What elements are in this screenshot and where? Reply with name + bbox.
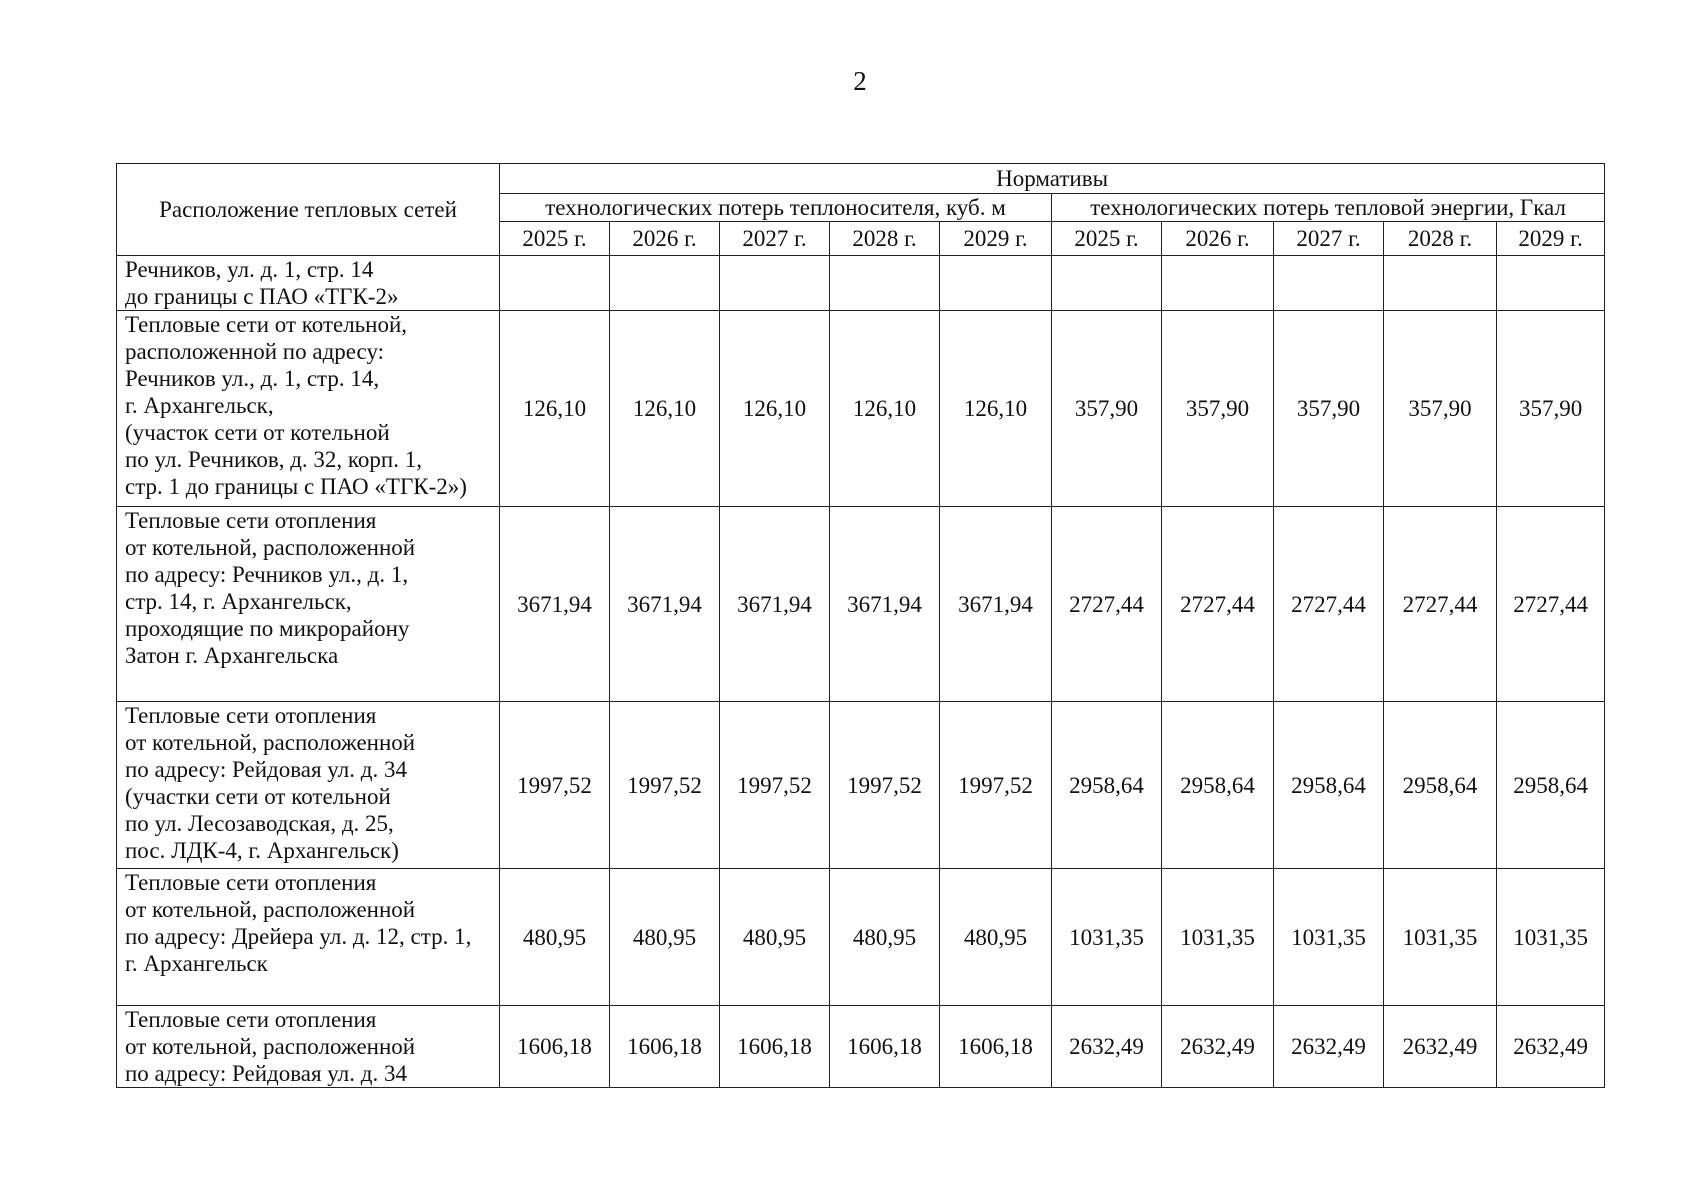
energy-value-cell bbox=[1384, 256, 1497, 311]
coolant-value-cell: 1997,52 bbox=[500, 702, 610, 869]
location-cell: Речников, ул. д. 1, стр. 14 до границы с ПАО «ТГК-2» bbox=[117, 256, 500, 311]
energy-value-cell bbox=[1497, 256, 1605, 311]
energy-value-cell: 2958,64 bbox=[1497, 702, 1605, 869]
year-header: 2029 г. bbox=[1497, 222, 1605, 256]
coolant-value-cell: 1606,18 bbox=[610, 1006, 720, 1088]
coolant-value-cell: 126,10 bbox=[720, 311, 830, 507]
energy-value-cell: 2727,44 bbox=[1497, 507, 1605, 702]
energy-value-cell: 1031,35 bbox=[1274, 869, 1384, 1006]
year-header: 2027 г. bbox=[720, 222, 830, 256]
coolant-value-cell: 126,10 bbox=[610, 311, 720, 507]
energy-value-cell: 357,90 bbox=[1274, 311, 1384, 507]
energy-value-cell: 357,90 bbox=[1384, 311, 1497, 507]
coolant-value-cell: 480,95 bbox=[830, 869, 940, 1006]
header-location: Расположение тепловых сетей bbox=[117, 164, 500, 256]
energy-value-cell: 2958,64 bbox=[1162, 702, 1274, 869]
coolant-value-cell: 1997,52 bbox=[720, 702, 830, 869]
energy-value-cell: 357,90 bbox=[1052, 311, 1162, 507]
coolant-value-cell: 3671,94 bbox=[940, 507, 1052, 702]
coolant-value-cell: 3671,94 bbox=[500, 507, 610, 702]
energy-value-cell: 1031,35 bbox=[1384, 869, 1497, 1006]
year-header: 2026 г. bbox=[1162, 222, 1274, 256]
energy-value-cell: 2958,64 bbox=[1274, 702, 1384, 869]
page-number: 2 bbox=[853, 66, 867, 96]
year-header: 2025 г. bbox=[1052, 222, 1162, 256]
table-row bbox=[117, 869, 1605, 1006]
location-cell: Тепловые сети отопления от котельной, расположенной по адресу: Речников ул., д. 1, стр. 14, г. Архангельск, проходящие по микрорайону Затон г. Архангельска bbox=[117, 507, 500, 702]
year-header: 2026 г. bbox=[610, 222, 720, 256]
coolant-value-cell: 3671,94 bbox=[830, 507, 940, 702]
coolant-value-cell bbox=[940, 256, 1052, 311]
energy-value-cell: 2727,44 bbox=[1384, 507, 1497, 702]
year-header: 2025 г. bbox=[500, 222, 610, 256]
coolant-value-cell bbox=[830, 256, 940, 311]
energy-value-cell: 2727,44 bbox=[1274, 507, 1384, 702]
coolant-value-cell: 1606,18 bbox=[940, 1006, 1052, 1088]
energy-value-cell: 1031,35 bbox=[1052, 869, 1162, 1006]
energy-value-cell: 2727,44 bbox=[1052, 507, 1162, 702]
header-coolant-losses: технологических потерь теплоносителя, куб. м bbox=[500, 194, 1052, 222]
coolant-value-cell: 3671,94 bbox=[720, 507, 830, 702]
coolant-value-cell: 1606,18 bbox=[500, 1006, 610, 1088]
year-header: 2027 г. bbox=[1274, 222, 1384, 256]
table-row bbox=[117, 1006, 1605, 1088]
coolant-value-cell: 1997,52 bbox=[610, 702, 720, 869]
coolant-value-cell bbox=[720, 256, 830, 311]
location-cell: Тепловые сети отопления от котельной, расположенной по адресу: Рейдовая ул. д. 34 (участки сети от котельной по ул. Лесозаводская, д. 25, пос. ЛДК-4, г. Архангельск) bbox=[117, 702, 500, 869]
coolant-value-cell: 126,10 bbox=[940, 311, 1052, 507]
energy-value-cell bbox=[1052, 256, 1162, 311]
energy-value-cell: 2632,49 bbox=[1052, 1006, 1162, 1088]
energy-value-cell: 2632,49 bbox=[1162, 1006, 1274, 1088]
energy-value-cell: 2632,49 bbox=[1497, 1006, 1605, 1088]
energy-value-cell: 357,90 bbox=[1162, 311, 1274, 507]
coolant-value-cell: 480,95 bbox=[500, 869, 610, 1006]
coolant-value-cell: 126,10 bbox=[830, 311, 940, 507]
energy-value-cell: 1031,35 bbox=[1162, 869, 1274, 1006]
header-energy-losses: технологических потерь тепловой энергии, Гкал bbox=[1052, 194, 1605, 222]
coolant-value-cell: 480,95 bbox=[720, 869, 830, 1006]
year-header: 2028 г. bbox=[830, 222, 940, 256]
energy-value-cell: 357,90 bbox=[1497, 311, 1605, 507]
coolant-value-cell: 126,10 bbox=[500, 311, 610, 507]
coolant-value-cell: 3671,94 bbox=[610, 507, 720, 702]
year-header: 2029 г. bbox=[940, 222, 1052, 256]
coolant-value-cell: 1606,18 bbox=[830, 1006, 940, 1088]
energy-value-cell bbox=[1162, 256, 1274, 311]
energy-value-cell: 1031,35 bbox=[1497, 869, 1605, 1006]
year-header: 2028 г. bbox=[1384, 222, 1497, 256]
coolant-value-cell: 1997,52 bbox=[830, 702, 940, 869]
energy-value-cell: 2632,49 bbox=[1384, 1006, 1497, 1088]
table-row bbox=[117, 256, 1605, 311]
energy-value-cell: 2958,64 bbox=[1052, 702, 1162, 869]
energy-value-cell: 2958,64 bbox=[1384, 702, 1497, 869]
header-norms: Нормативы bbox=[500, 164, 1605, 194]
coolant-value-cell: 1997,52 bbox=[940, 702, 1052, 869]
table-row bbox=[117, 702, 1605, 869]
location-cell: Тепловые сети от котельной, расположенной по адресу: Речников ул., д. 1, стр. 14, г. Архангельск, (участок сети от котельной по ул. Речников, д. 32, корп. 1, стр. 1 до границы с ПАО «ТГК-2») bbox=[117, 311, 500, 507]
coolant-value-cell bbox=[610, 256, 720, 311]
table-row bbox=[117, 507, 1605, 702]
coolant-value-cell: 480,95 bbox=[940, 869, 1052, 1006]
coolant-value-cell: 1606,18 bbox=[720, 1006, 830, 1088]
location-cell: Тепловые сети отопления от котельной, расположенной по адресу: Дрейера ул. д. 12, стр. 1, г. Архангельск bbox=[117, 869, 500, 1006]
heat-loss-norms-table bbox=[116, 163, 1605, 1088]
energy-value-cell bbox=[1274, 256, 1384, 311]
location-cell: Тепловые сети отопления от котельной, расположенной по адресу: Рейдовая ул. д. 34 bbox=[117, 1006, 500, 1088]
energy-value-cell: 2632,49 bbox=[1274, 1006, 1384, 1088]
coolant-value-cell: 480,95 bbox=[610, 869, 720, 1006]
table-row bbox=[117, 311, 1605, 507]
coolant-value-cell bbox=[500, 256, 610, 311]
energy-value-cell: 2727,44 bbox=[1162, 507, 1274, 702]
